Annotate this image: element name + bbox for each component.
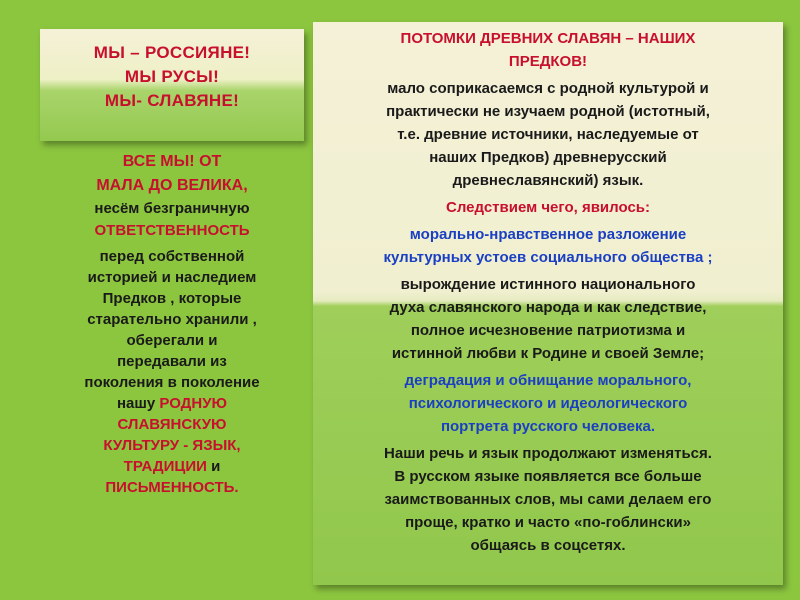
right-heading-line: ПОТОМКИ ДРЕВНИХ СЛАВЯН – НАШИХ (400, 30, 696, 47)
title-line: МЫ- СЛАВЯНЕ! (104, 91, 240, 110)
and-word: и (211, 458, 221, 475)
para-line: проще, кратко и часто «по-гоблински» (405, 514, 691, 531)
left-line: Предков , которые (102, 290, 242, 307)
title-line: МЫ РУСЫ! (124, 67, 220, 86)
heritage-line: СЛАВЯНСКУЮ (117, 416, 227, 433)
left-line: МАЛА ДО ВЕЛИКА, (96, 177, 248, 194)
consequence-line: Следствием чего, явилось: (445, 199, 651, 216)
left-line (40, 393, 304, 414)
left-line: ОТВЕТСТВЕННОСТЬ (94, 222, 250, 239)
para-line: практически не изучаем родной (истотный, (386, 103, 710, 120)
para-line: полное исчезновение патриотизма и (410, 322, 686, 339)
left-line: историей и наследием (87, 269, 257, 286)
blue-line: культурных устоев социального общества ; (383, 249, 713, 266)
left-inline: нашу (116, 395, 156, 412)
para-line: духа славянского народа и как следствие, (389, 299, 707, 316)
para-line: заимствованных слов, мы сами делаем его (384, 491, 712, 508)
left-line: перед собственной (99, 248, 245, 265)
left-line (40, 456, 304, 477)
left-column-text (40, 150, 304, 498)
para-line: вырождение истинного национального (400, 276, 696, 293)
para-line: древнеславянский) язык. (452, 172, 644, 189)
left-line: несём безграничную (94, 200, 250, 217)
para-line: т.е. древние источники, наследуемые от (397, 126, 699, 143)
heritage-line: ПИСЬМЕННОСТЬ. (105, 479, 239, 496)
para-line: мало соприкасаемся с родной культурой и (387, 80, 709, 97)
left-line: поколения в поколение (84, 374, 260, 391)
para-line: Наши речь и язык продолжают изменяться. (384, 445, 712, 462)
title-box (40, 29, 304, 141)
blue-line: деградация и обнищание морального, (404, 372, 692, 389)
heritage-inline: РОДНУЮ (159, 395, 228, 412)
para-line: наших Предков) древнерусский (429, 149, 667, 166)
heritage-line: ТРАДИЦИИ (123, 458, 207, 475)
para-line: В русском языке появляется все больше (394, 468, 702, 485)
para-line: истинной любви к Родине и своей Земле; (391, 345, 705, 362)
heritage-line: КУЛЬТУРУ - ЯЗЫК, (103, 437, 241, 454)
left-line: передавали из (117, 353, 227, 370)
blue-line: психологического и идеологического (408, 395, 688, 412)
right-column-text (320, 27, 776, 557)
left-line: старательно хранили , (87, 311, 257, 328)
left-line: ВСЕ МЫ! ОТ (122, 153, 222, 170)
blue-line: портрета русского человека. (440, 418, 656, 435)
para-line: общаясь в соцсетях. (470, 537, 626, 554)
left-line: оберегали и (126, 332, 218, 349)
blue-line: морально-нравственное разложение (409, 226, 687, 243)
right-heading-line: ПРЕДКОВ! (508, 53, 588, 70)
title-line: МЫ – РОССИЯНЕ! (93, 43, 251, 62)
